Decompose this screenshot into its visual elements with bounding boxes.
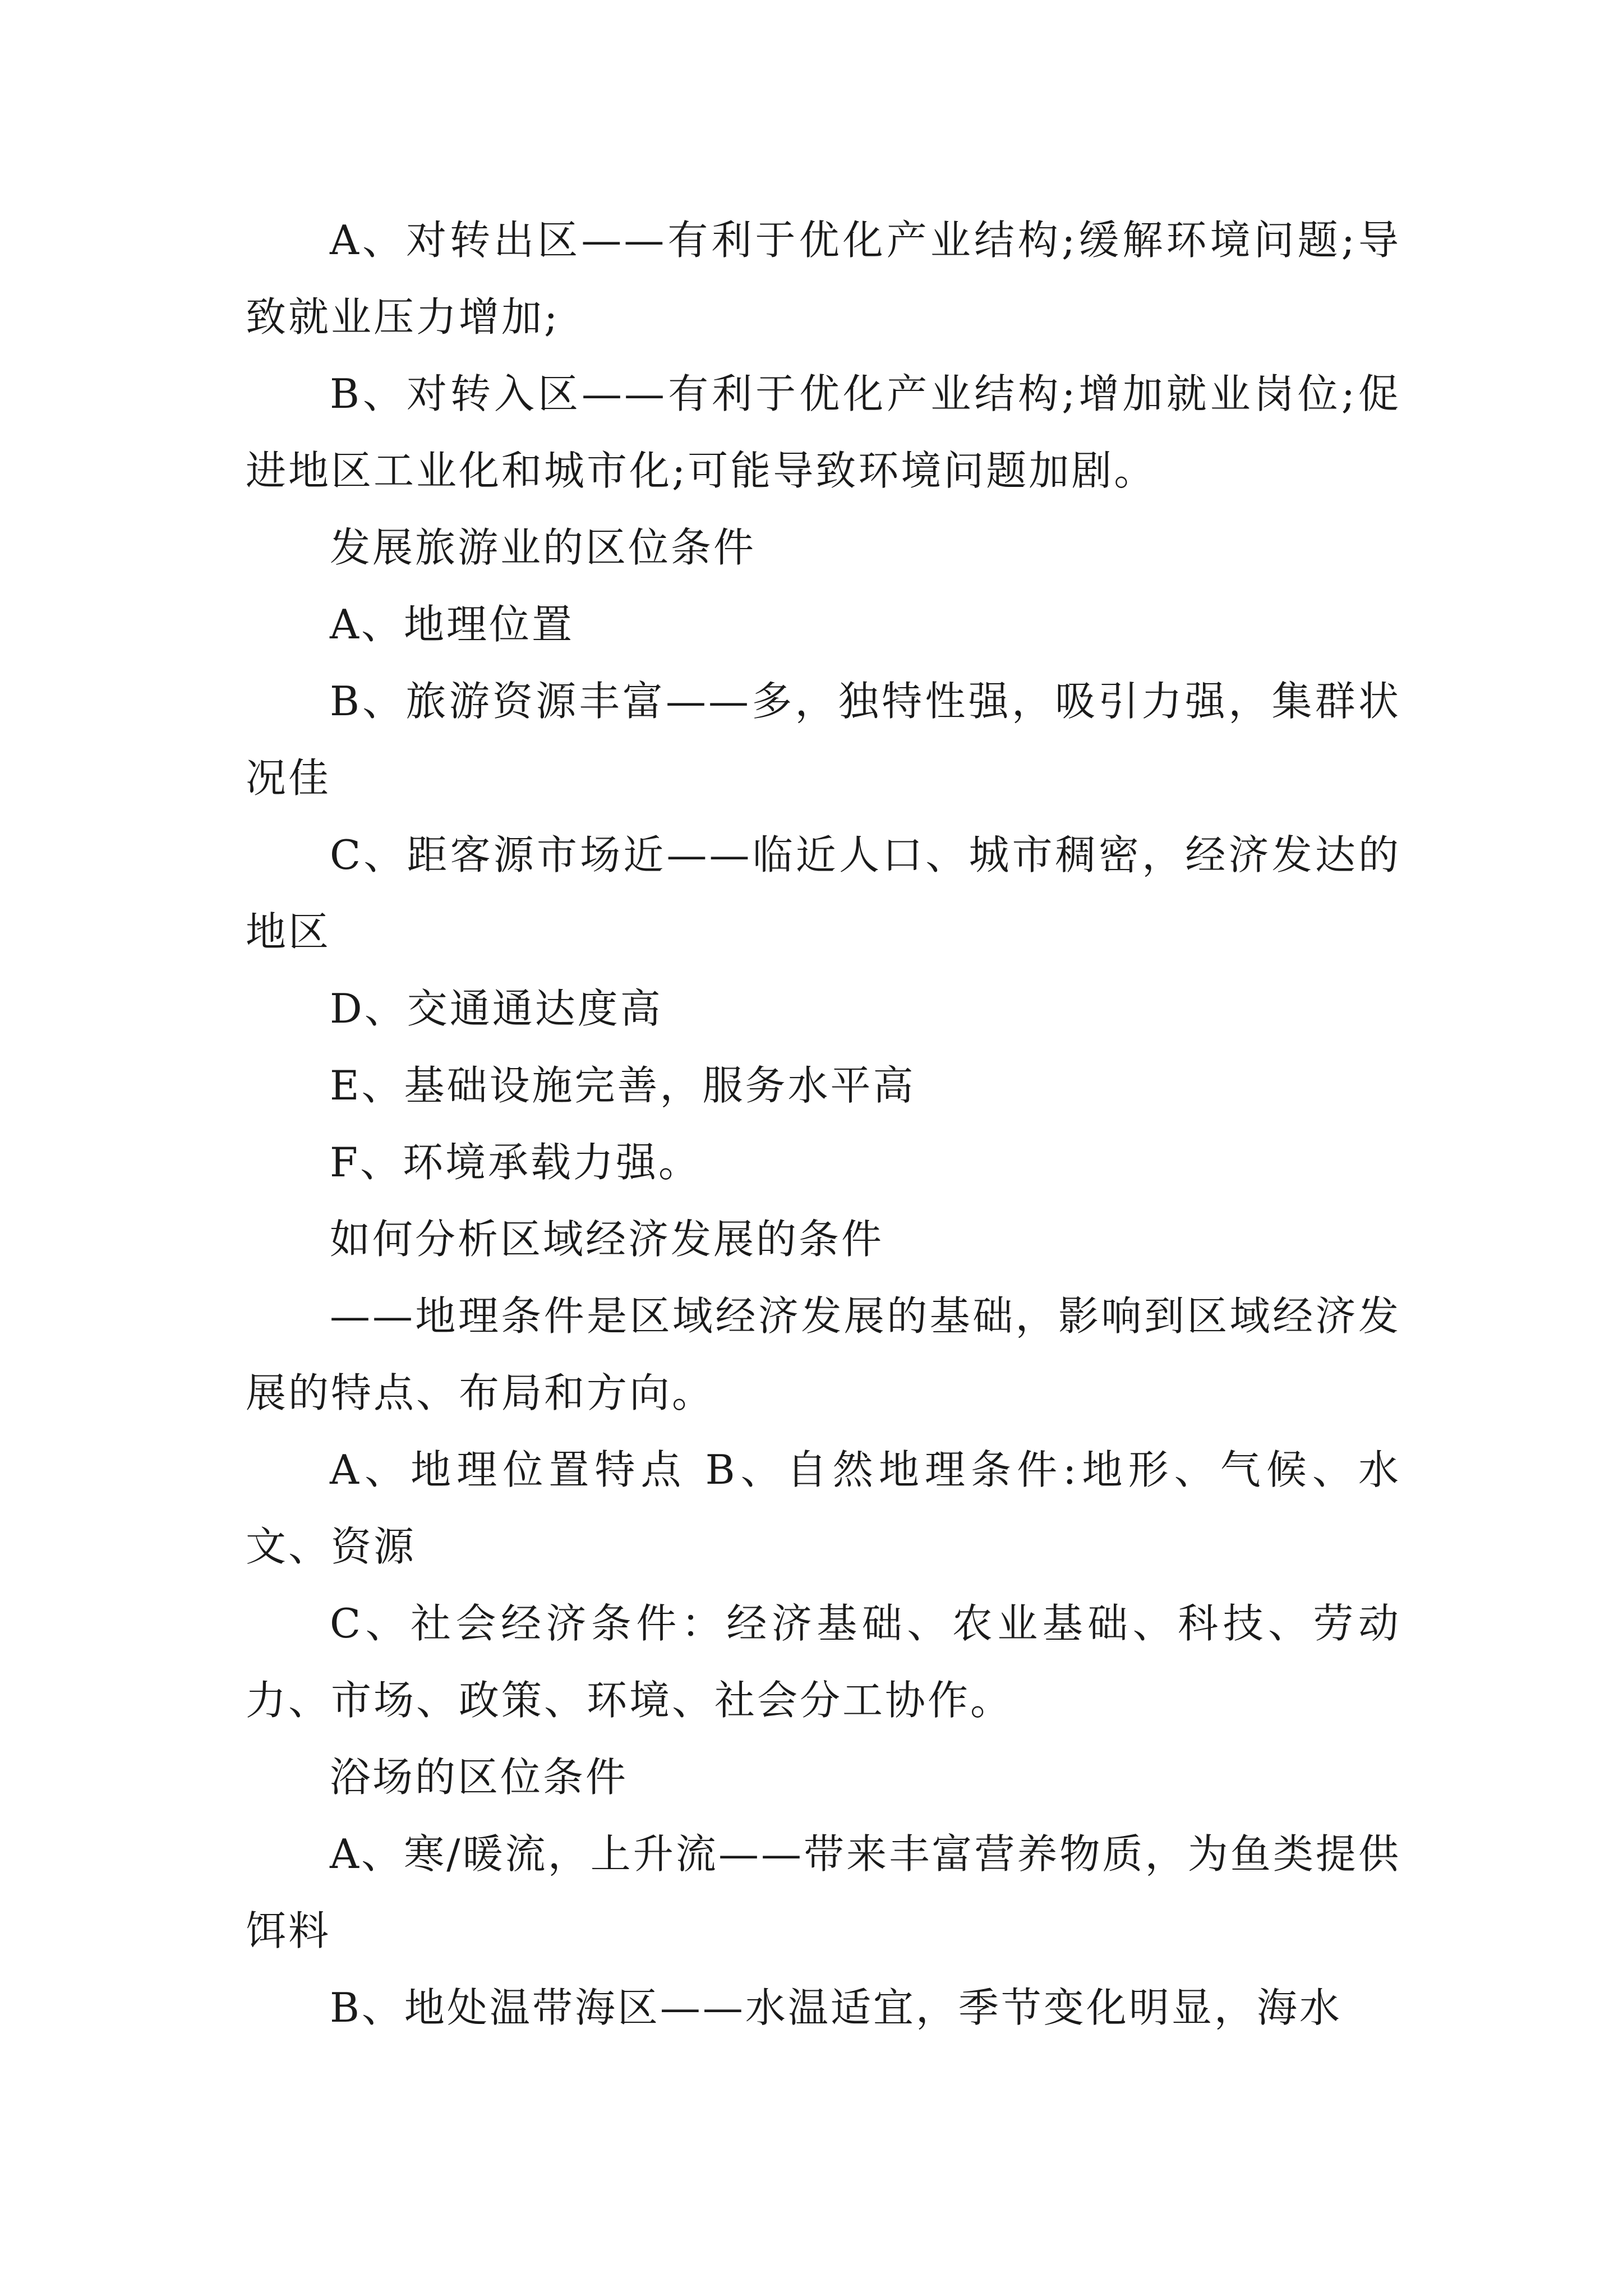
paragraph-economy-c: C、社会经济条件：经济基础、农业基础、科技、劳动力、市场、政策、环境、社会分工协作。 (246, 1600, 1401, 1724)
paragraph-industry-transfer-in: B、对转入区——有利于优化产业结构;增加就业岗位;促进地区工业化和城市化;可能导致环境问题加剧。 (246, 370, 1401, 494)
heading-regional-economy: 如何分析区域经济发展的条件 (330, 1216, 884, 1263)
paragraph-tourism-b: B、旅游资源丰富——多，独特性强，吸引力强，集群状况佳 (246, 678, 1401, 802)
paragraph-tourism-e: E、基础设施完善，服务水平高 (330, 1062, 916, 1109)
heading-tourism-location: 发展旅游业的区位条件 (330, 524, 757, 571)
paragraph-tourism-d: D、交通通达度高 (330, 985, 663, 1032)
paragraph-tourism-c: C、距客源市场近——临近人口、城市稠密，经济发达的地区 (246, 831, 1401, 955)
paragraph-economy-ab: A、地理位置特点 B、自然地理条件:地形、气候、水文、资源 (246, 1446, 1401, 1570)
paragraph-fishery-a: A、寒/暖流，上升流——带来丰富营养物质，为鱼类提供饵料 (246, 1830, 1401, 1954)
paragraph-industry-transfer-out: A、对转出区——有利于优化产业结构;缓解环境问题;导致就业压力增加; (246, 217, 1401, 341)
paragraph-tourism-f: F、环境承载力强。 (330, 1139, 701, 1186)
paragraph-geo-conditions: ——地理条件是区域经济发展的基础，影响到区域经济发展的特点、布局和方向。 (246, 1292, 1401, 1416)
heading-fishery-location: 浴场的区位条件 (330, 1754, 629, 1801)
paragraph-fishery-b: B、地处温带海区——水温适宜，季节变化明显，海水 (330, 1984, 1342, 2031)
document-body (246, 202, 1401, 2046)
paragraph-tourism-a: A、地理位置 (330, 601, 574, 648)
